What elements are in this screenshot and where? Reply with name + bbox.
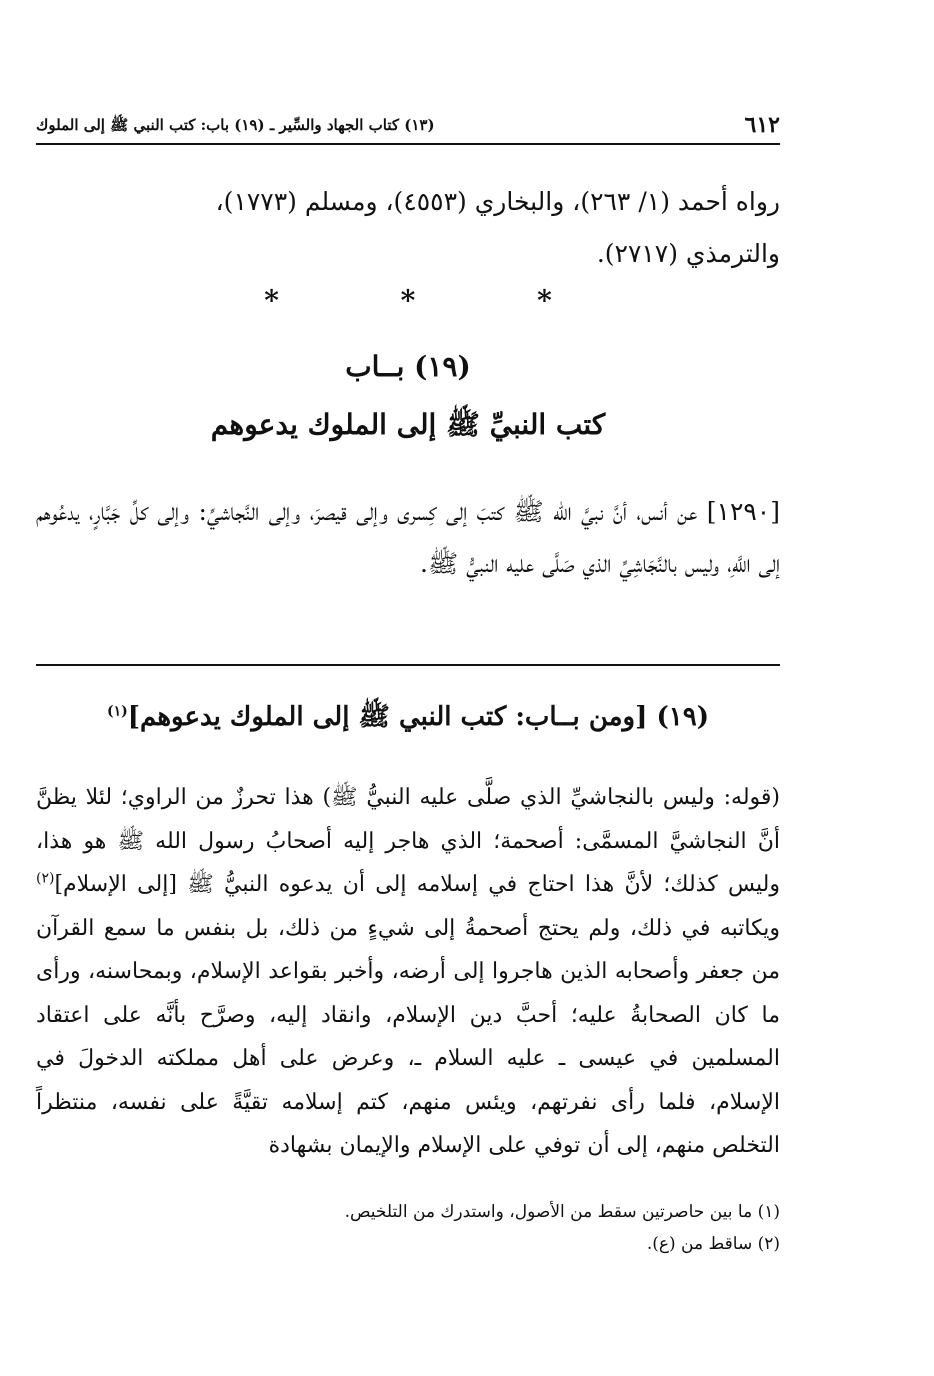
commentary-part-2: ويكاتبه في ذلك، ولم يحتج أصحمةُ إلى شيءٍ من ذلك، بل بنفس ما سمع القرآن من جعفر وأصحابه الذين هاجروا إلى أرضه، وأخبر بقواعد الإسلام، وبمحاسنه، ورأى ما كان الصحابةُ عليه؛ أحبَّ دين الإسلام، وانقاد إليه، وصرَّح بأنَّه على اعتقاد المسلمين في عيسى ـ عليه السلام ـ، وعرض على أهل مملكته الدخولَ في الإسلام، فلما رأى نفرتهم، ويئس منهم، كتم إسلامه تقيَّةً على نفسه، منتظراً التخلص منهم، إلى أن توفي على الإسلام والإيمان بشهادة	[36, 915, 780, 1158]
footnote-marker-2: (٢)	[36, 870, 55, 887]
commentary-heading	[36, 700, 780, 738]
page-number: ٦١٢	[744, 112, 780, 138]
citation-line-1: رواه أحمد (١/ ٢٦٣)، والبخاري (٤٥٥٣)، ومسلم (١٧٧٣)،	[215, 187, 780, 216]
running-title: (١٣) كتاب الجهاد والسِّير ـ (١٩) باب: كتب النبي ﷺ إلى الملوك	[36, 116, 435, 134]
chapter-number: (١٩) بــاب	[345, 350, 471, 383]
chapter-title: كتب النبيِّ ﷺ إلى الملوك يدعوهم	[210, 408, 606, 441]
source-citation	[36, 176, 780, 280]
commentary-rule	[36, 664, 780, 666]
footnote-2: (٢) ساقط من (ع).	[646, 1234, 780, 1254]
commentary-text	[36, 776, 780, 1168]
section-separator: * * *	[264, 284, 608, 317]
citation-line-2: والترمذي (٢٧١٧).	[596, 239, 780, 268]
commentary-heading-text: (١٩) [ومن بــاب: كتب النبي ﷺ إلى الملوك يدعوهم]	[127, 702, 710, 732]
footnote-1: (١) ما بين حاصرتين سقط من الأصول، واستدرك من التلخيص.	[344, 1202, 780, 1222]
commentary-part-1: (قوله: وليس بالنجاشيِّ الذي صلَّى عليه النبيُّ ﷺ) هذا تحرزٌ من الراوي؛ لئلا يظنَّ أنَّ النجاشيَّ المسمَّى: أصحمة؛ الذي هاجر إليه أصحابُ رسول الله ﷺ هو هذا، وليس كذلك؛ لأنَّ هذا احتاج في إسلامه إلى أن يدعوه النبيُّ ﷺ [إلى الإسلام]	[36, 785, 780, 897]
running-header	[36, 100, 780, 140]
hadith-text: [١٢٩٠] عن أنس، أنَّ نبيَّ الله ﷺ كتبَ إلى كِسرى وإلى قيصرَ، وإلى النَّجاشيِّ: وإلى كلِّ جَبَّارٍ، يدعُوهم إلى اللَّهِ، وليس بالنَّجَاشِيِّ الذي صَلَّى عليه النبيُّ ﷺ.	[36, 497, 780, 578]
header-rule	[36, 143, 780, 145]
footnote-marker-1: (١)	[106, 703, 128, 720]
footnotes	[36, 1196, 780, 1260]
